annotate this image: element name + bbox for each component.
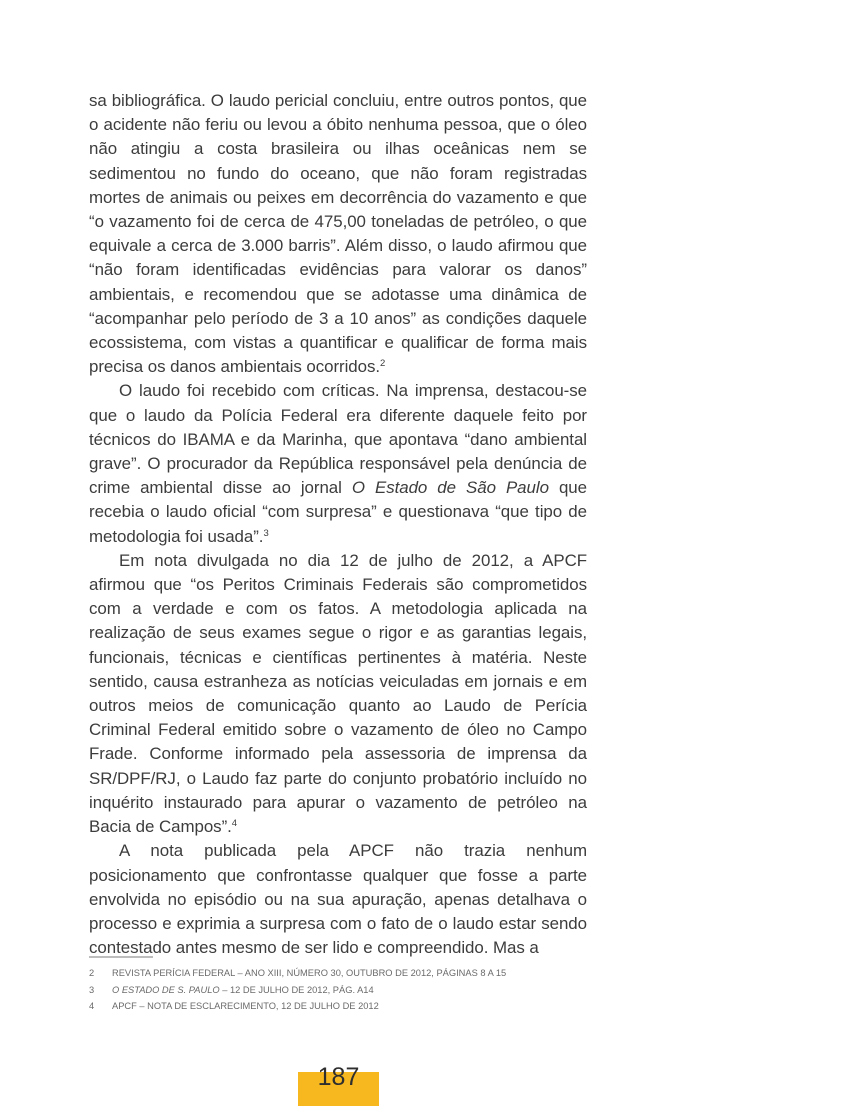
- footnote-item: [89, 998, 689, 1015]
- footnote-divider: [89, 956, 153, 958]
- footnote-source-title: O ESTADO DE S. PAULO: [112, 984, 220, 995]
- paragraph-4: [89, 839, 587, 960]
- paragraph-3-text: Em nota divulgada no dia 12 de julho de 2012, a APCF afirmou que “os Peritos Criminais Federais são comprometidos com a verdade e com os fatos. A metodologia aplicada na realização de seus exames segue o rigor e as garantias legais, funcionais, técnicas e científicas pertinentes à matéria. Neste sentido, causa estranheza as notícias veiculadas em jornais e em outros meios de comunicação quanto ao Laudo de Perícia Criminal Federal emitido sobre o vazamento de óleo no Campo Frade. Conforme informado pela assessoria de imprensa da SR/DPF/RJ, o Laudo faz parte do conjunto probatório incluído no inquérito instaurado para apurar o vazamento de petróleo na Bacia de Campos”.: [89, 550, 587, 837]
- footnote-text: [112, 982, 374, 999]
- paragraph-3: [89, 549, 587, 839]
- footnote-text: REVISTA PERÍCIA FEDERAL – ANO XIII, NÚMERO 30, OUTUBRO DE 2012, PÁGINAS 8 A 15: [112, 968, 507, 978]
- paragraph-1: [89, 89, 587, 379]
- paragraph-2: [89, 379, 587, 548]
- footnote-ref-3[interactable]: 3: [263, 527, 269, 539]
- footnote-ref-4[interactable]: 4: [231, 818, 238, 830]
- newspaper-title: O Estado de São Paulo: [351, 478, 549, 498]
- page-number: 187: [317, 1063, 360, 1091]
- footnotes: [89, 965, 689, 1015]
- paragraph-2-text-end: que recebia o laudo oficial “com surpresa” e questionava “que tipo de metodologia foi usada”.: [89, 478, 587, 546]
- footnote-source-detail: – 12 DE JULHO DE 2012, PÁG. A14: [219, 984, 374, 995]
- footnote-item: [89, 982, 689, 999]
- footnote-number: 2: [89, 968, 95, 978]
- footnote-item: [89, 965, 689, 982]
- footnote-ref-2[interactable]: 2: [380, 358, 386, 370]
- footnote-number: 4: [89, 1001, 95, 1011]
- paragraph-2-text: O laudo foi recebido com críticas. Na imprensa, destacou-se que o laudo da Polícia Federal era diferente daquele feito por técnicos do IBAMA e da Marinha, que apontava “dano ambiental grave”. O procurador da República responsável pela denúncia de crime ambiental disse ao jornal: [89, 381, 587, 498]
- paragraph-1-text: sa bibliográfica. O laudo pericial concluiu, entre outros pontos, que o acidente não feriu ou levou a óbito nenhuma pessoa, que o óleo não atingiu a costa brasileira ou ilhas oceânicas nem se sedimentou no fundo do oceano, que não foram registradas mortes de animais ou peixes em decorrência do vazamento e que “o vazamento foi de cerca de 475,00 toneladas de petróleo, o que equivale a cerca de 3.000 barris”. Além disso, o laudo afirmou que “não foram identificadas evidências para valorar os danos” ambientais, e recomendou que se adotasse uma dinâmica de “acompanhar pelo período de 3 a 10 anos” as condições daquele ecossistema, com vistas a quantificar e qualificar de forma mais precisa os danos ambientais ocorridos.: [89, 91, 587, 377]
- footnote-text: APCF – NOTA DE ESCLARECIMENTO, 12 DE JULHO DE 2012: [112, 1001, 379, 1011]
- footnote-number: 3: [89, 984, 95, 995]
- article-body: [89, 89, 587, 960]
- paragraph-4-text: A nota publicada pela APCF não trazia nenhum posicionamento que confrontasse qualquer que fosse a parte envolvida no episódio ou na sua apuração, apenas detalhava o processo e exprimia a surpresa com o fato de o laudo estar sendo contestado antes mesmo de ser lido e compreendido. Mas a: [89, 841, 587, 958]
